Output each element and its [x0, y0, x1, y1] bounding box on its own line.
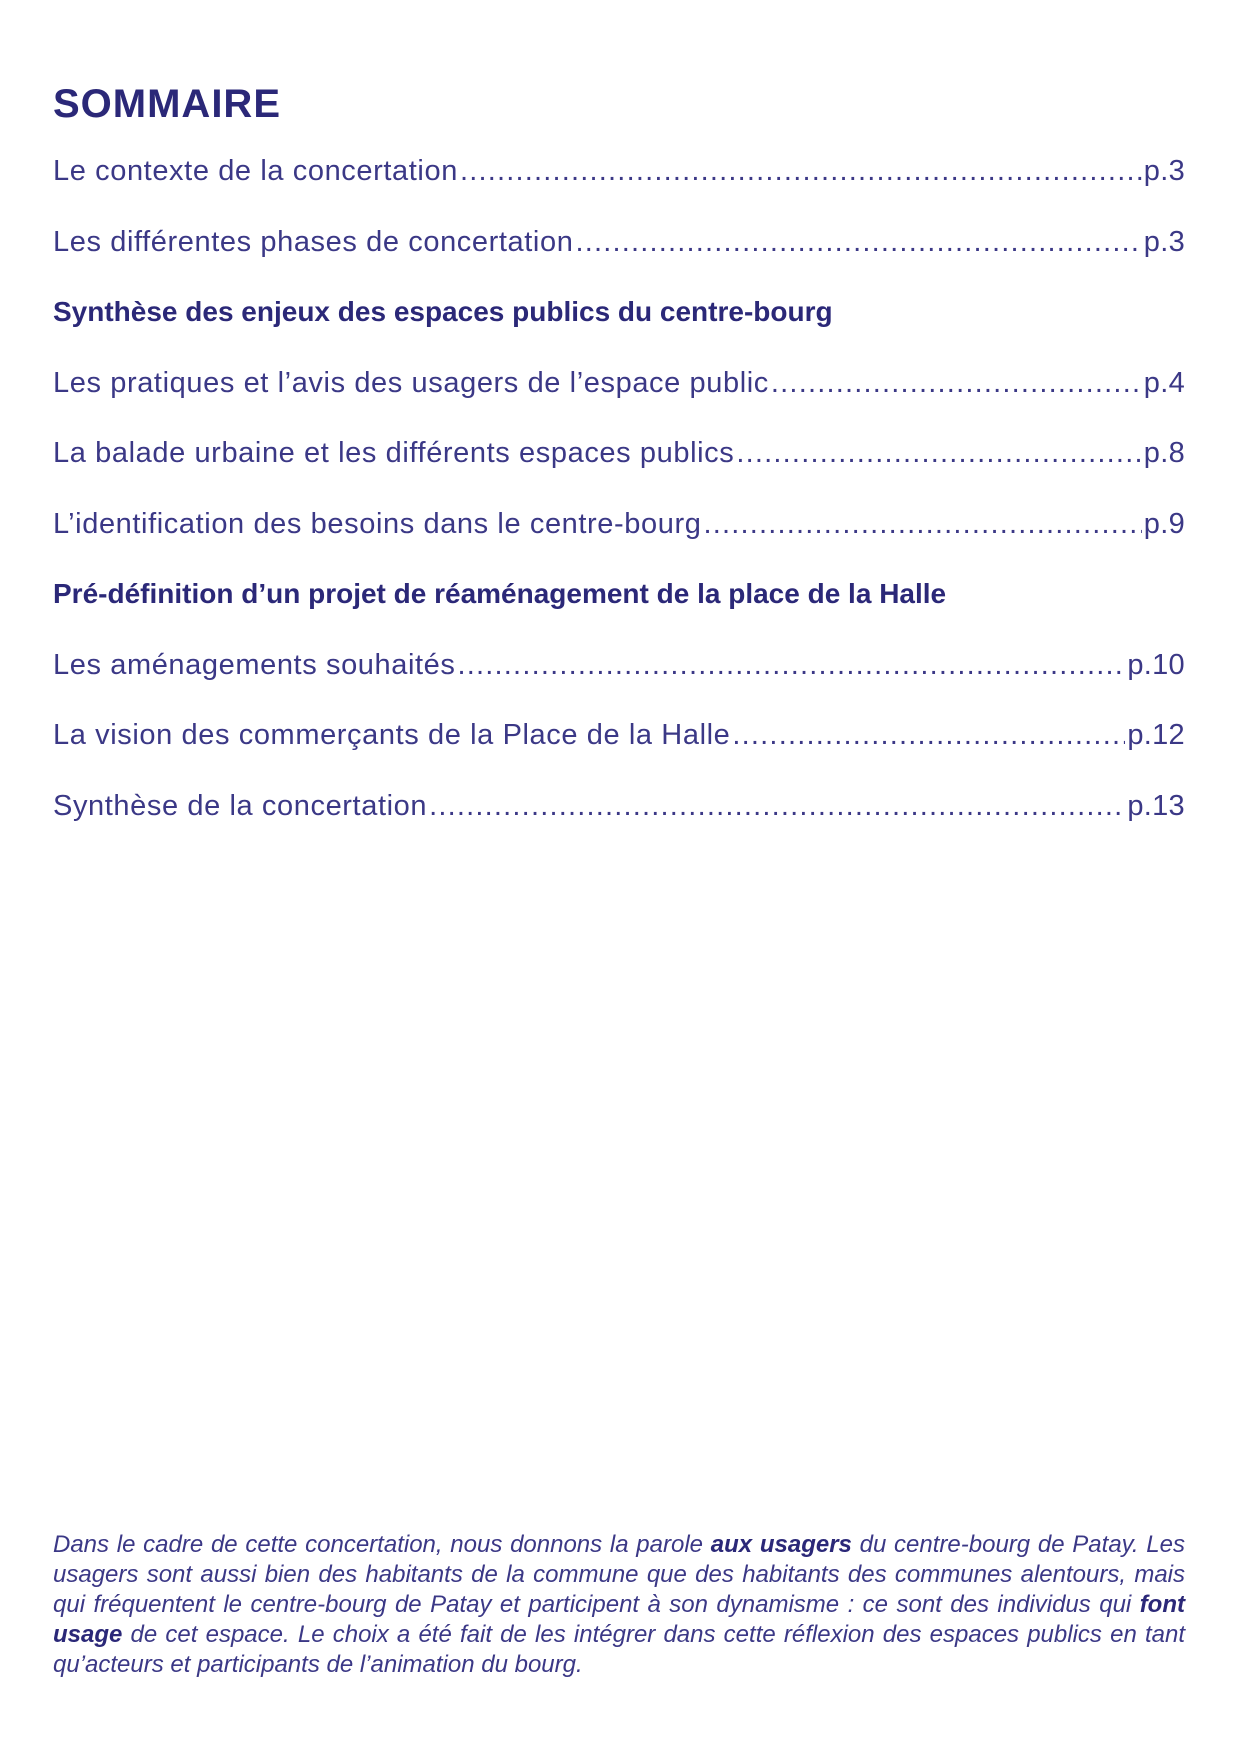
toc-entry-label: Le contexte de la concertation — [53, 155, 458, 187]
toc-dot-leader — [458, 649, 1126, 682]
toc-dot-leader — [460, 155, 1142, 188]
toc-page-number: p.10 — [1127, 648, 1185, 681]
toc-entry-label: Synthèse de la concertation — [53, 789, 428, 822]
toc-dot-leader — [575, 226, 1141, 259]
toc-entry — [53, 649, 1185, 720]
toc-page-number: p.3 — [1143, 225, 1185, 258]
toc-entry — [53, 226, 1185, 297]
intro-note — [53, 1530, 1185, 1680]
toc-page-number: p.9 — [1143, 507, 1185, 540]
toc-entry-label: La balade urbaine et les différents espaces publics — [53, 437, 735, 469]
note-emphasis: font usage — [53, 1591, 1185, 1648]
table-of-contents — [53, 155, 1185, 860]
note-text: de cet espace. Le choix a été fait de les intégrer dans cette réflexion des espaces publics en tant qu’acteurs et participants de l’animation du bourg. — [53, 1621, 1185, 1678]
toc-section-heading: Synthèse des enjeux des espaces publics du centre-bourg — [53, 296, 833, 327]
page-title: SOMMAIRE — [53, 82, 281, 126]
toc-entry — [53, 437, 1185, 508]
note-emphasis: aux usagers — [710, 1531, 852, 1558]
toc-page-number: p.4 — [1143, 366, 1185, 399]
note-text: Dans le cadre de cette concertation, nous donnons la parole — [53, 1531, 711, 1558]
toc-entry — [53, 790, 1185, 861]
toc-dot-leader — [703, 508, 1141, 541]
toc-section-heading: Pré-définition d’un projet de réaménagement de la place de la Halle — [53, 578, 947, 609]
toc-entry — [53, 508, 1185, 579]
toc-dot-leader — [429, 790, 1125, 823]
toc-entry-label: Les aménagements souhaités — [53, 648, 456, 681]
toc-entry-label: Les différentes phases de concertation — [53, 225, 574, 258]
toc-entry-label: Les pratiques et l’avis des usagers de l’espace public — [53, 366, 769, 399]
toc-dot-leader — [732, 719, 1125, 752]
toc-entry-label: La vision des commerçants de la Place de la Halle — [53, 719, 731, 751]
toc-entry — [53, 367, 1185, 438]
toc-dot-leader — [771, 367, 1142, 400]
toc-entry-label: L’identification des besoins dans le centre-bourg — [53, 507, 702, 540]
note-text: du centre-bourg de Patay. Les usagers sont aussi bien des habitants de la commune que des habitants des communes alentours, mais qui fréquentent le centre-bourg de Patay et participent à son dynamisme : ce sont des individus qui — [53, 1531, 1185, 1618]
toc-dot-leader — [736, 437, 1141, 470]
toc-page-number: p.12 — [1127, 719, 1185, 751]
toc-entry — [53, 155, 1185, 226]
toc-page-number: p.3 — [1143, 155, 1185, 187]
toc-page-number: p.8 — [1143, 437, 1185, 469]
toc-page-number: p.13 — [1127, 789, 1185, 822]
document-page — [53, 0, 1185, 1754]
toc-entry — [53, 719, 1185, 790]
